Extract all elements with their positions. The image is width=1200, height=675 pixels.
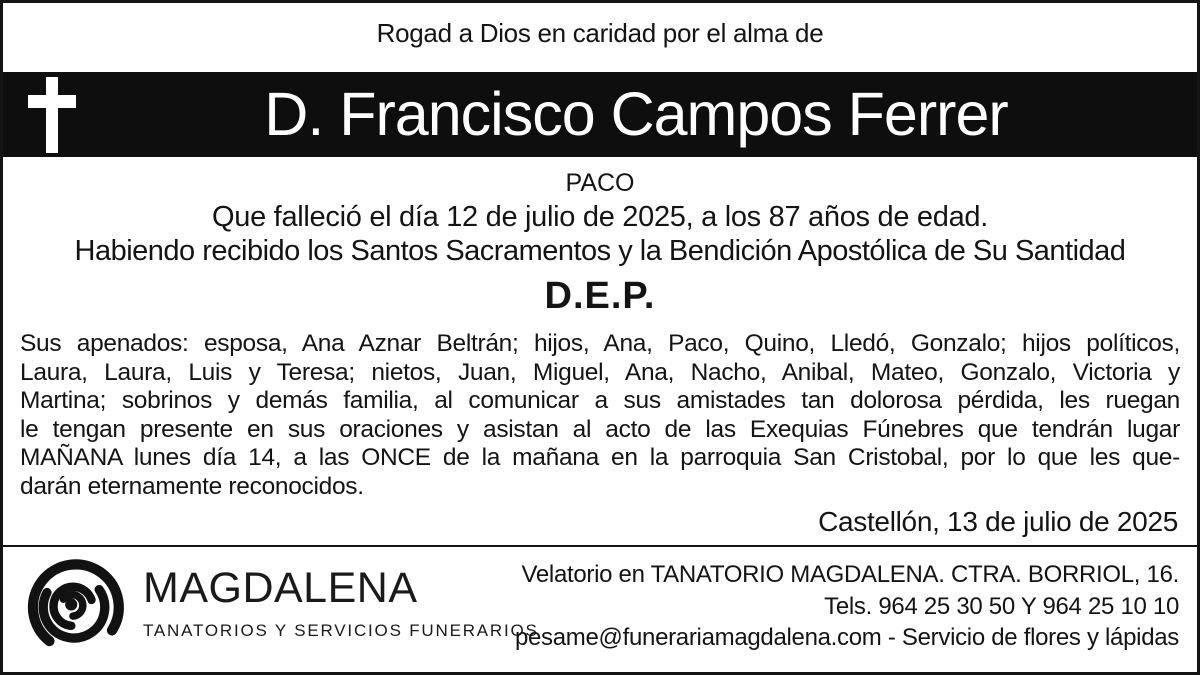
footer bbox=[3, 547, 1197, 672]
body-line-4: le tengan presente en sus oraciones y asistan al acto de las Exequias Fúnebres que tendrán lugar bbox=[20, 415, 1180, 443]
nickname: PACO bbox=[565, 169, 635, 197]
cross-icon bbox=[23, 77, 77, 153]
contact-info bbox=[515, 559, 1179, 654]
invocation-line: Rogad a Dios en caridad por el alma de bbox=[376, 18, 824, 48]
contact-line-email: pesame@funerariamagdalena.com - Servicio de flores y lápidas bbox=[514, 624, 1179, 651]
obituary-body bbox=[20, 330, 1180, 501]
deceased-name: D. Francisco Campos Ferrer bbox=[264, 80, 1008, 148]
brand-tagline: TANATORIOS Y SERVICIOS FUNERARIOS bbox=[143, 621, 539, 640]
contact-line-phones: Tels. 964 25 30 50 Y 964 25 10 10 bbox=[824, 592, 1179, 620]
brand-name: MAGDALENA bbox=[143, 564, 418, 612]
body-line-1: Sus apenados: esposa, Ana Aznar Beltrán; hijos, Ana, Paco, Quino, Lledó, Gonzalo; hijos políticos, bbox=[20, 330, 1180, 357]
body-line-3: Martina; sobrinos y demás familia, al comunicar a sus amistades tan dolorosa pérdida, les ruegan bbox=[20, 387, 1180, 414]
death-date-line: Que falleció el día 12 de julio de 2025, a los 87 años de edad. bbox=[212, 201, 988, 233]
name-banner bbox=[3, 72, 1197, 157]
body-line-2: Laura, Laura, Luis y Teresa; nietos, Juan, Miguel, Ana, Nacho, Anibal, Mateo, Gonzalo, Victoria y bbox=[20, 358, 1180, 386]
body-line-6: darán eternamente reconocidos. bbox=[20, 472, 364, 500]
contact-line-velatorio: Velatorio en TANATORIO MAGDALENA. CTRA. BORRIOL, 16. bbox=[521, 561, 1179, 588]
place-date: Castellón, 13 de julio de 2025 bbox=[818, 506, 1178, 537]
body-line-5: MAÑANA lunes día 14, a las ONCE de la mañana en la parroquia San Cristobal, por lo que les que- bbox=[20, 444, 1180, 471]
dep-abbreviation: D.E.P. bbox=[544, 275, 656, 317]
funeral-home-brand bbox=[143, 564, 539, 641]
rose-swirl-logo-icon bbox=[17, 556, 131, 666]
sacraments-line: Habiendo recibido los Santos Sacramentos y la Bendición Apostólica de Su Santidad bbox=[74, 235, 1126, 267]
